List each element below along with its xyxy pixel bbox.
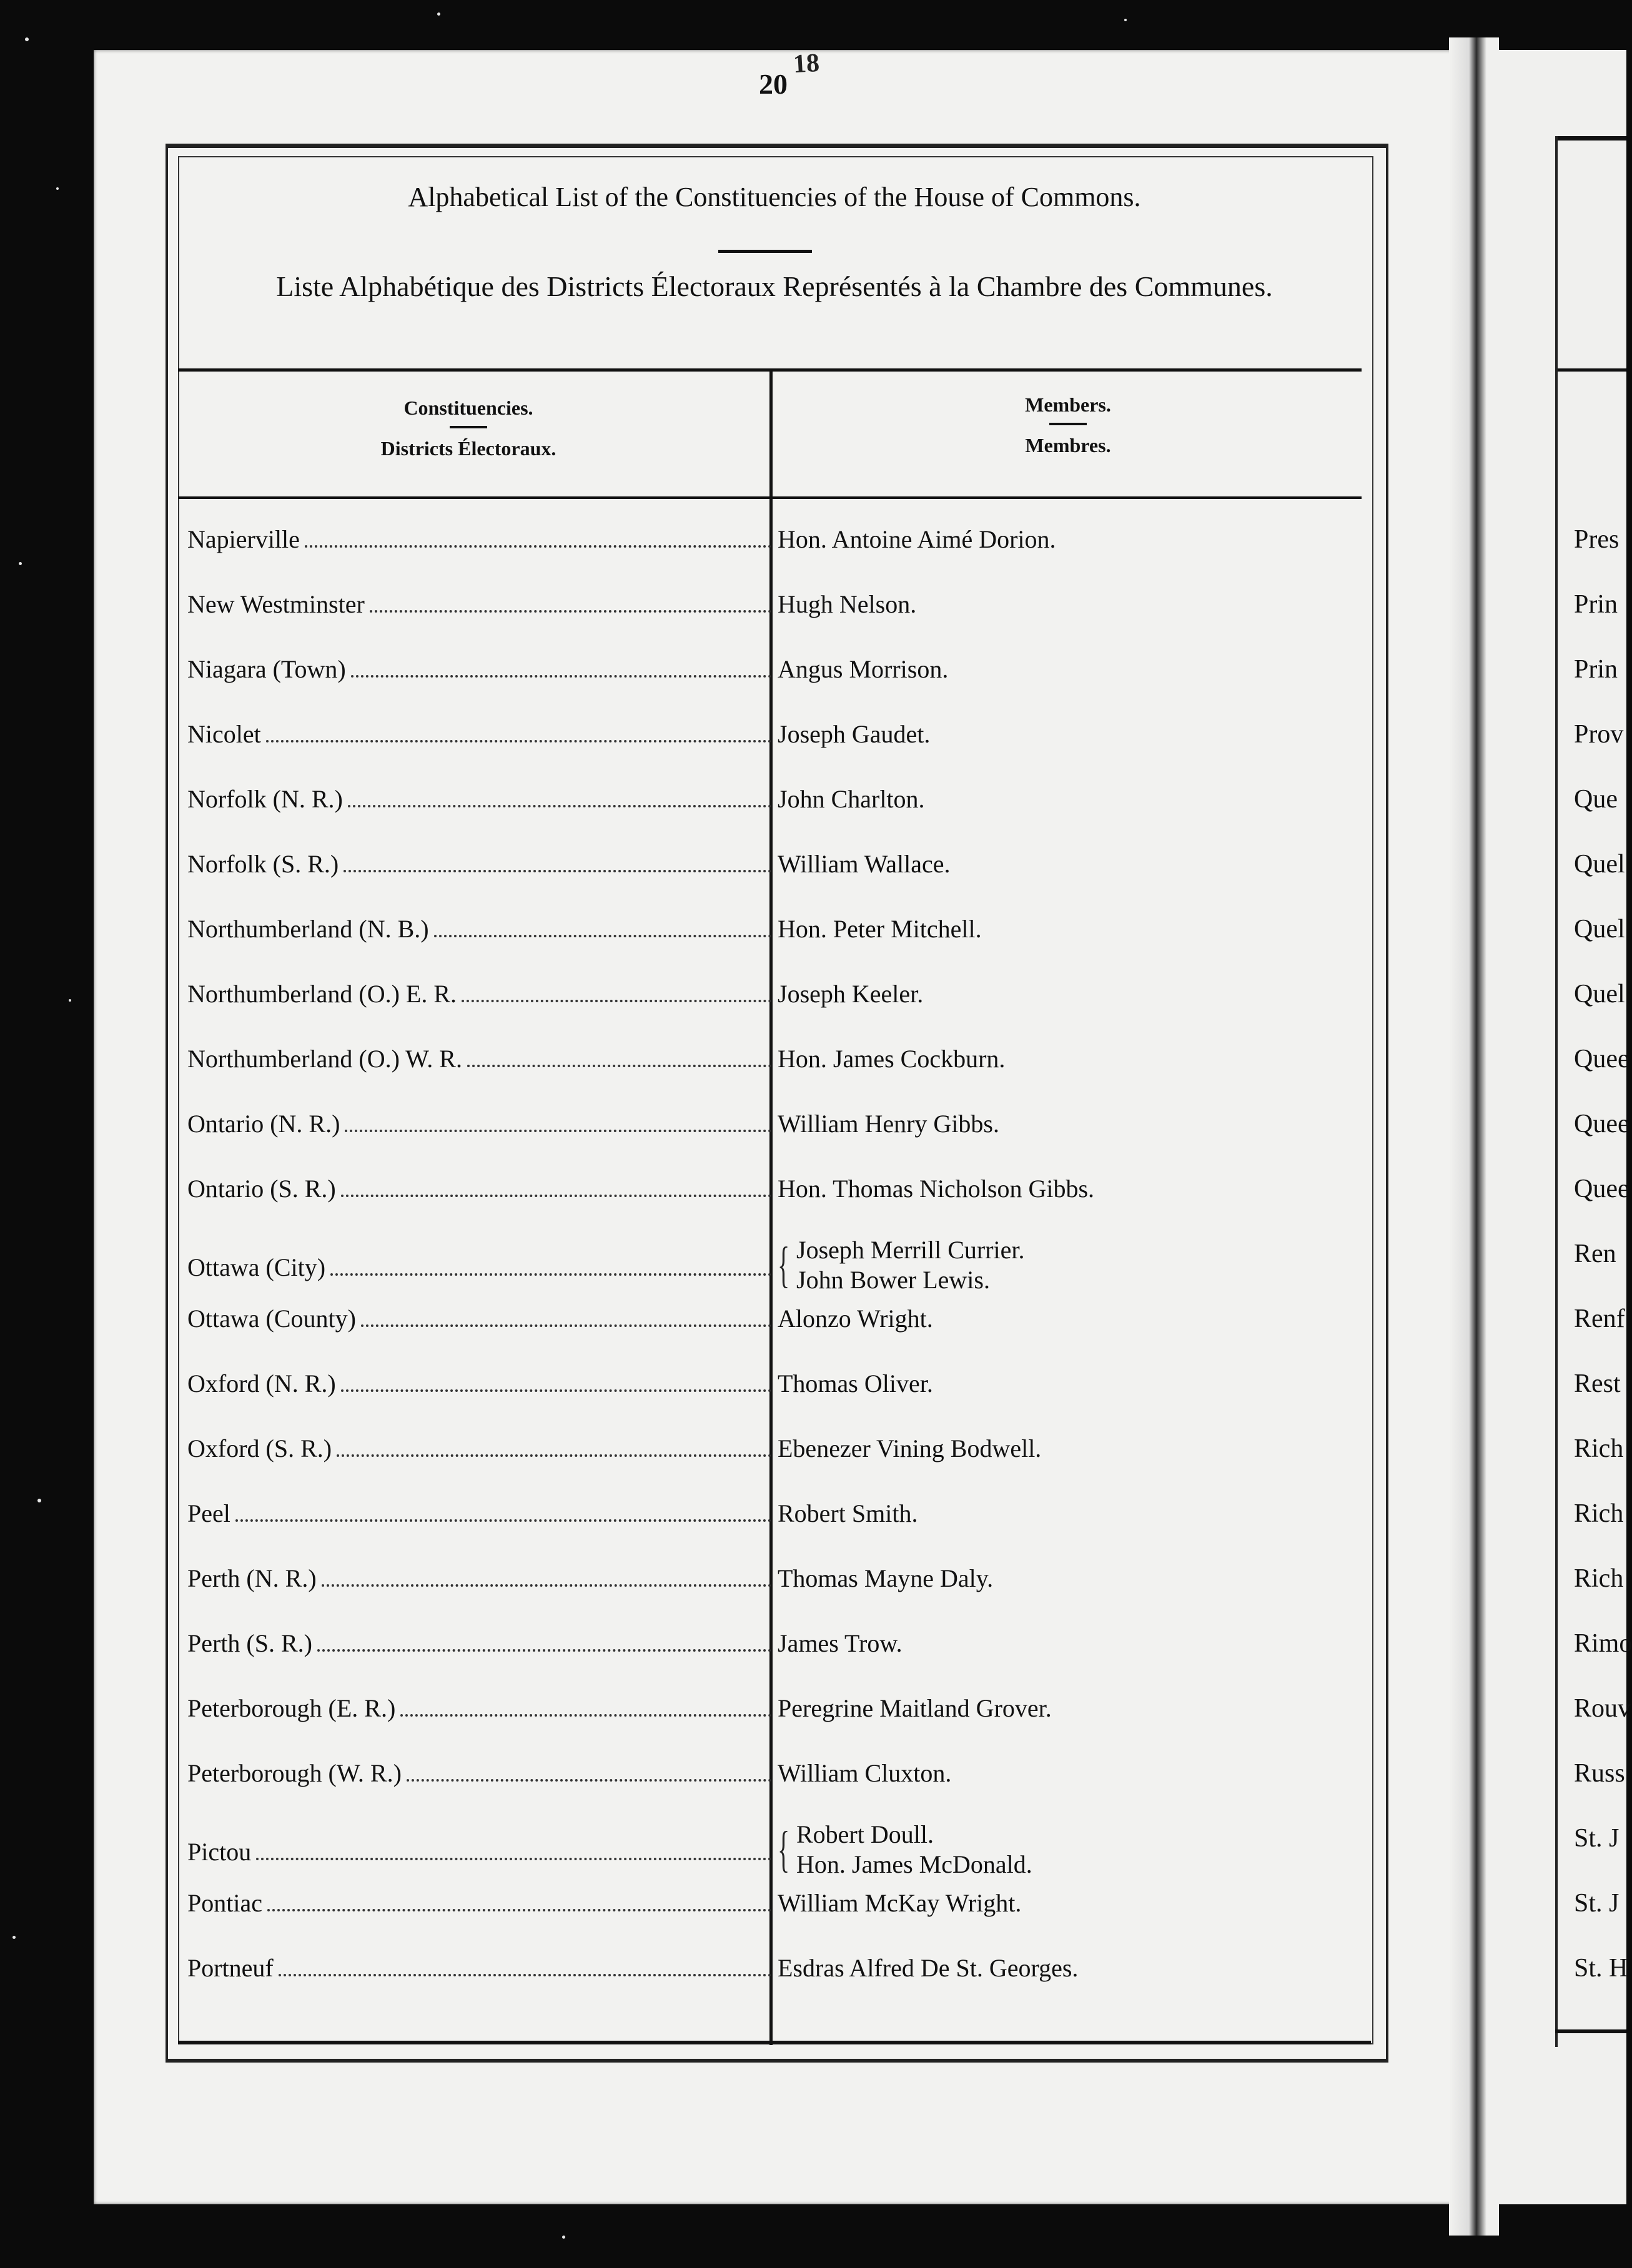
constituency-name: Ontario (S. R.) — [187, 1175, 336, 1203]
facing-entry: Quel — [1574, 850, 1625, 879]
film-speck — [1124, 19, 1127, 21]
constituency-name: Pictou — [187, 1838, 252, 1866]
member-name: Angus Morrison. — [778, 655, 949, 683]
facing-entry: Que — [1574, 785, 1618, 814]
constituency-cell — [187, 979, 771, 1008]
constituency-cell — [187, 654, 771, 684]
table-row — [187, 784, 1368, 849]
constituency-cell — [187, 1888, 771, 1918]
table-row — [187, 1499, 1368, 1564]
constituency-cell — [187, 1837, 771, 1866]
facing-entry: Prin — [1574, 590, 1618, 619]
constituency-name: Peterborough (W. R.) — [187, 1759, 402, 1787]
facing-entry: Prin — [1574, 655, 1618, 684]
members-header-en: Members. — [1025, 393, 1111, 416]
table-row — [187, 654, 1368, 719]
crossed-page-number: 18 — [792, 48, 821, 79]
film-speck — [12, 1936, 16, 1939]
table-row — [187, 1758, 1368, 1823]
constituencies-header-fr: Districts Électoraux. — [380, 437, 556, 460]
dot-leader — [351, 674, 771, 678]
facing-entry: Rimo — [1574, 1629, 1632, 1658]
header-rule — [1049, 423, 1087, 425]
member-name: Joseph Merrill Currier. — [796, 1236, 1025, 1264]
table-row — [187, 719, 1368, 784]
table-row — [187, 979, 1368, 1044]
table-row — [187, 1888, 1368, 1953]
constituency-name: Portneuf — [187, 1954, 274, 1982]
facing-entry: Ren — [1574, 1240, 1616, 1268]
member-name: Joseph Keeler. — [778, 980, 924, 1008]
dot-leader — [341, 1389, 771, 1392]
constituency-cell — [187, 1953, 771, 1983]
film-speck — [437, 12, 440, 16]
facing-entry: Quel — [1574, 980, 1625, 1008]
constituency-name: Pontiac — [187, 1889, 262, 1917]
table-row — [187, 589, 1368, 654]
facing-entry: Pres — [1574, 525, 1620, 554]
dot-leader — [341, 1194, 771, 1197]
dot-leader — [267, 1908, 771, 1911]
title-divider — [718, 250, 812, 253]
member-name: Hugh Nelson. — [778, 590, 917, 618]
member-name: Hon. James McDonald. — [796, 1850, 1032, 1878]
dot-leader — [322, 1584, 771, 1587]
facing-entry: St. J — [1574, 1824, 1620, 1853]
facing-entry: Rich — [1574, 1499, 1624, 1528]
constituency-name: Perth (S. R.) — [187, 1629, 312, 1657]
member-name: Hon. James Cockburn. — [778, 1045, 1006, 1073]
facing-entry: Renf — [1574, 1304, 1625, 1333]
facing-entry: Prov — [1574, 720, 1624, 749]
constituency-cell — [187, 525, 771, 554]
constituency-name: Northumberland (O.) W. R. — [187, 1045, 462, 1073]
constituency-name: Northumberland (N. B.) — [187, 915, 429, 943]
dot-leader — [266, 739, 771, 742]
table-row — [187, 1304, 1368, 1369]
dot-leader — [279, 1973, 771, 1976]
table-row — [187, 1820, 1368, 1888]
facing-entry: Rouv — [1574, 1694, 1631, 1723]
film-speck — [19, 562, 22, 565]
member-name: John Charlton. — [778, 785, 925, 813]
member-names — [796, 1235, 1025, 1295]
constituency-cell — [187, 1253, 771, 1282]
title-french: Liste Alphabétique des Districts Électoraux Représentés à la Chambre des Communes. — [276, 270, 1273, 302]
constituency-name: Peel — [187, 1499, 230, 1527]
constituency-name: Niagara (Town) — [187, 655, 346, 683]
film-speck — [56, 187, 59, 190]
film-speck — [69, 999, 71, 1002]
member-name: Esdras Alfred De St. Georges. — [778, 1954, 1079, 1982]
constituency-list — [187, 525, 1368, 2018]
facing-entry: Rich — [1574, 1434, 1624, 1463]
member-name: Joseph Gaudet. — [778, 720, 931, 748]
page-number: 20 — [759, 68, 788, 100]
member-name: William Cluxton. — [778, 1759, 952, 1787]
constituency-cell — [187, 1434, 771, 1463]
title-english: Alphabetical List of the Constituencies of the House of Commons. — [408, 182, 1141, 212]
member-name: Thomas Mayne Daly. — [778, 1564, 994, 1592]
table-row — [187, 1236, 1368, 1304]
member-name: Thomas Oliver. — [778, 1369, 933, 1398]
facing-entry: Quee — [1574, 1110, 1630, 1138]
member-name: Robert Doull. — [796, 1820, 934, 1848]
constituency-cell — [187, 719, 771, 749]
facing-frame-left — [1555, 136, 1558, 2047]
constituency-name: Ontario (N. R.) — [187, 1110, 340, 1138]
bracket-mark: { — [778, 1822, 790, 1877]
table-row — [187, 914, 1368, 979]
film-speck — [25, 37, 29, 41]
table-row — [187, 1629, 1368, 1694]
member-name: William McKay Wright. — [778, 1889, 1022, 1917]
dot-leader — [235, 1519, 771, 1522]
film-speck — [37, 1499, 41, 1502]
film-speck — [562, 2236, 565, 2239]
facing-entry: Quel — [1574, 915, 1625, 944]
table-row — [187, 1044, 1368, 1109]
members-header — [937, 393, 1199, 457]
constituency-cell — [187, 1109, 771, 1138]
constituency-name: Oxford (N. R.) — [187, 1369, 336, 1398]
table-row — [187, 525, 1368, 589]
constituency-name: Ottawa (City) — [187, 1253, 326, 1281]
dot-leader — [317, 1649, 771, 1652]
member-name: Peregrine Maitland Grover. — [778, 1694, 1052, 1722]
facing-page-list — [1574, 525, 1632, 2018]
dot-leader — [345, 1129, 771, 1132]
constituency-cell — [187, 589, 771, 619]
facing-entry: Russ — [1574, 1759, 1625, 1788]
constituency-cell — [187, 1758, 771, 1788]
constituency-cell — [187, 1694, 771, 1723]
member-name: Hon. Thomas Nicholson Gibbs. — [778, 1175, 1095, 1203]
table-row — [187, 1694, 1368, 1758]
member-name: William Henry Gibbs. — [778, 1110, 999, 1138]
constituency-name: Oxford (S. R.) — [187, 1434, 332, 1462]
table-row — [187, 1564, 1368, 1629]
constituency-name: Nicolet — [187, 720, 261, 748]
facing-frame-top — [1555, 136, 1626, 141]
member-name: Robert Smith. — [778, 1499, 918, 1527]
dot-leader — [348, 804, 771, 807]
constituency-name: Peterborough (E. R.) — [187, 1694, 396, 1722]
member-name: Ebenezer Vining Bodwell. — [778, 1434, 1042, 1462]
facing-entry: Quee — [1574, 1175, 1630, 1203]
table-row — [187, 1109, 1368, 1174]
table-row — [187, 849, 1368, 914]
facing-entry: St. H — [1574, 1954, 1628, 1983]
table-bottom-rule — [178, 2041, 1371, 2044]
dot-leader — [344, 869, 771, 872]
constituency-name: Perth (N. R.) — [187, 1564, 317, 1592]
dot-leader — [370, 609, 771, 613]
dot-leader — [407, 1778, 771, 1782]
member-name: John Bower Lewis. — [796, 1266, 990, 1294]
dot-leader — [305, 545, 771, 548]
facing-header-rule — [1555, 368, 1626, 372]
members-header-fr: Membres. — [1025, 434, 1111, 456]
member-names — [796, 1820, 1032, 1880]
dot-leader — [400, 1713, 771, 1717]
constituency-name: Ottawa (County) — [187, 1304, 356, 1333]
member-name: Alonzo Wright. — [778, 1304, 933, 1333]
dot-leader — [361, 1324, 771, 1327]
constituency-cell — [187, 1044, 771, 1073]
dot-leader — [467, 1064, 771, 1067]
constituency-cell — [187, 1564, 771, 1593]
member-name: Hon. Peter Mitchell. — [778, 915, 982, 943]
facing-entry: Rich — [1574, 1564, 1624, 1593]
constituency-name: New Westminster — [187, 590, 365, 618]
constituency-name: Northumberland (O.) E. R. — [187, 980, 457, 1008]
facing-entry: Rest — [1574, 1369, 1621, 1398]
table-row — [187, 1434, 1368, 1499]
constituency-name: Norfolk (S. R.) — [187, 850, 339, 878]
constituency-cell — [187, 1629, 771, 1658]
dot-leader — [256, 1857, 771, 1860]
member-name: James Trow. — [778, 1629, 903, 1657]
constituency-name: Napierville — [187, 525, 300, 553]
constituency-cell — [187, 1304, 771, 1333]
constituency-cell — [187, 849, 771, 879]
constituency-cell — [187, 784, 771, 814]
facing-frame-bottom — [1555, 2029, 1626, 2033]
constituency-name: Norfolk (N. R.) — [187, 785, 343, 813]
constituency-cell — [187, 914, 771, 944]
constituencies-header-en: Constituencies. — [403, 397, 533, 419]
facing-entry: Quee — [1574, 1045, 1630, 1073]
dot-leader — [434, 934, 771, 937]
header-rule — [450, 426, 487, 428]
constituency-cell — [187, 1499, 771, 1528]
member-name: William Wallace. — [778, 850, 951, 878]
facing-entry: St. J — [1574, 1889, 1620, 1918]
table-row — [187, 1953, 1368, 2018]
member-name: Hon. Antoine Aimé Dorion. — [778, 525, 1056, 553]
dot-leader — [462, 999, 771, 1002]
bracket-mark: { — [778, 1238, 790, 1293]
page-gutter — [1449, 37, 1499, 2236]
table-row — [187, 1174, 1368, 1239]
dot-leader — [330, 1273, 771, 1276]
dot-leader — [337, 1454, 771, 1457]
table-row — [187, 1369, 1368, 1434]
constituencies-header — [281, 397, 656, 460]
constituency-cell — [187, 1369, 771, 1398]
constituency-cell — [187, 1174, 771, 1203]
